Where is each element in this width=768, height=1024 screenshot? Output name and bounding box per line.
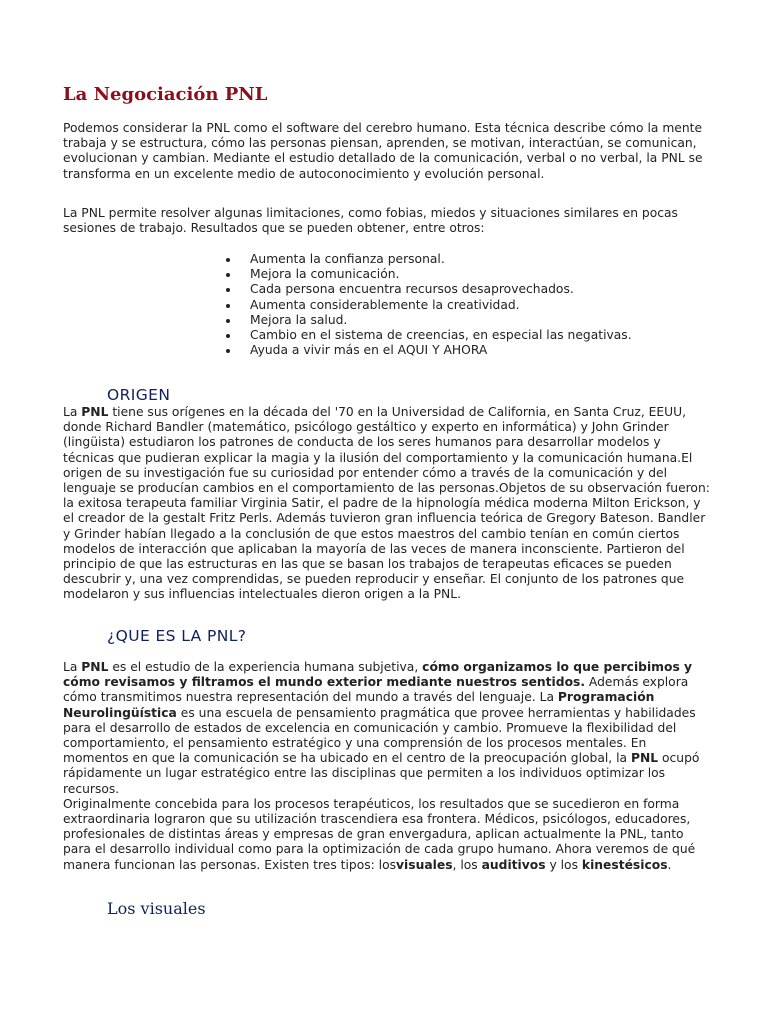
que-es-bold: kinestésicos	[581, 857, 668, 872]
que-es-text: La	[63, 660, 82, 674]
results-list-item: Cada persona encuentra recursos desaprovechados.	[222, 282, 682, 297]
que-es-text: Además explora cómo transmitimos nuestra representación del mundo a través del lenguaje. La	[63, 675, 689, 705]
que-es-text: y los	[545, 857, 582, 872]
que-es-text: , los	[452, 857, 482, 872]
que-es-text: Originalmente concebida para los procesos terapéuticos, los resultados que se sucedieron en forma extraordinaria lograron que su utilización trascendiera esa frontera. Médicos, psicólogos, educadores, profesionales de distintas áreas y empresas de gran envergadura, aplican actualmente la PNL, tanto para el desarrollo individual como para la optimización de cada grupo humano. Ahora veremos de qué manera funcionan las personas. Existen tres tipos: los	[63, 796, 696, 872]
que-es-paragraph	[63, 660, 713, 873]
que-es-text: ocupó rápidamente un lugar estratégico entre las disciplinas que permiten a los individuos optimizar los recursos.	[63, 751, 700, 796]
que-es-text: .	[667, 857, 672, 872]
que-es-bold: PNL	[81, 660, 109, 674]
que-es-bold: PNL	[630, 751, 659, 766]
results-list-item: Mejora la comunicación.	[222, 267, 682, 282]
que-es-bold: Programación Neurolingüística	[63, 690, 655, 720]
origen-text: La	[63, 405, 82, 419]
origen-text: tiene sus orígenes en la década del '70 en la Universidad de California, en Santa Cruz, EEUU, donde Richard Bandler (matemático, psicólogo gestáltico y experto en informática) y John Grinder (lingüista) estudiaron los patrones de conducta de los seres humanos para desarrollar modelos y técnicas que pudieran explicar la magia y la ilusión del comportamiento y la comunicación humana.El origen de su investigación fue su curiosidad por entender cómo a través de la comunicación y del lenguaje se producían cambios en el comportamiento de las personas.Objetos de su observación fueron: la exitosa terapeuta familiar Virginia Satir, el padre de la hipnología médica moderna Milton Erickson, y el creador de la gestalt Fritz Perls. Además tuvieron gran influencia teórica de Gregory Bateson. Bandler y Grinder habían llegado a la conclusión de que estos maestros del cambio tenían en común ciertos modelos de interacción que aplicaban la mayoría de las veces de manera inconsciente. Partieron del principio de que las estructuras en las que se basan los trabajos de terapeutas eficaces se pueden descubrir y, una vez comprendidas, se pueden reproducir y enseñar. El conjunto de los patrones que modelaron y sus influencias intelectuales dieron origen a la PNL.	[63, 405, 710, 602]
document-title: La Negociación PNL	[63, 84, 268, 105]
que-es-bold: visuales	[396, 857, 453, 872]
origen-heading: ORIGEN	[107, 386, 171, 404]
intro-paragraph: Podemos considerar la PNL como el software del cerebro humano. Esta técnica describe cómo la mente trabaja y se estructura, cómo las personas piensan, aprenden, se motivan, interactúan, se comunican, evolucionan y cambian. Mediante el estudio detallado de la comunicación, verbal o no verbal, la PNL se transforma en un excelente medio de autoconocimiento y evolución personal.	[63, 121, 703, 181]
que-es-text: es el estudio de la experiencia humana subjetiva,	[108, 660, 423, 674]
results-list-item: Cambio en el sistema de creencias, en especial las negativas.	[222, 328, 682, 343]
que-es-text: es una escuela de pensamiento pragmática que provee herramientas y habilidades para el desarrollo de estados de excelencia en comunicación y cambio. Promueve la flexibilidad del comportamiento, el pensamiento estratégico y una comprensión de los procesos mentales. En momentos en que la comunicación se ha ubicado en el centro de la preocupación global, la	[63, 705, 696, 766]
results-list-item: Ayuda a vivir más en el AQUI Y AHORA	[222, 343, 682, 358]
results-list-item: Mejora la salud.	[222, 313, 682, 328]
origen-paragraph	[63, 405, 713, 603]
que-es-bold: auditivos	[481, 857, 546, 872]
results-list-item: Aumenta la confianza personal.	[222, 252, 682, 267]
que-es-bold: cómo organizamos lo que percibimos y cómo revisamos y filtramos el mundo exterior mediante nuestros sentidos.	[63, 660, 693, 690]
limits-paragraph: La PNL permite resolver algunas limitaciones, como fobias, miedos y situaciones similares en pocas sesiones de trabajo. Resultados que se pueden obtener, entre otros:	[63, 206, 678, 236]
que-es-heading: ¿QUE ES LA PNL?	[107, 627, 247, 645]
visuales-heading: Los visuales	[107, 899, 206, 918]
results-list-item: Aumenta considerablemente la creatividad.	[222, 298, 682, 313]
results-list	[222, 252, 682, 358]
pnl-bold: PNL	[81, 405, 109, 419]
